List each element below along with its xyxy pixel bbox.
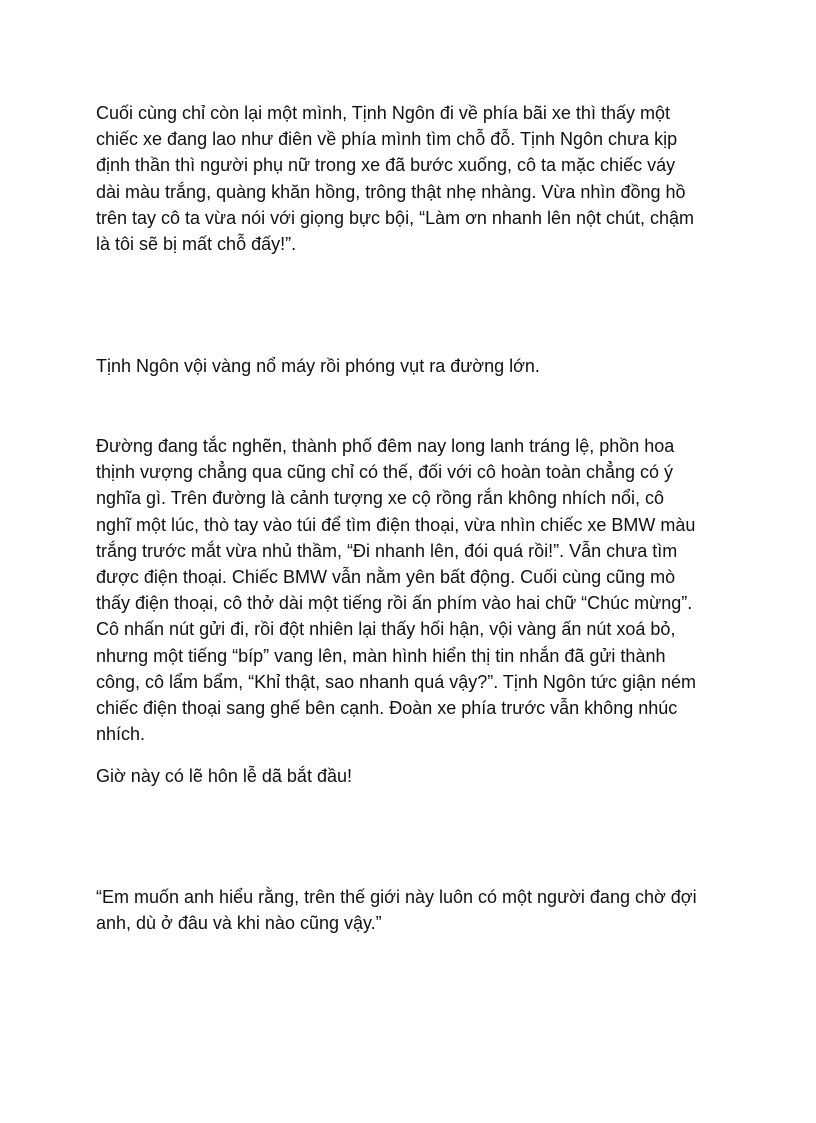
text-line: thịnh vượng chẳng qua cũng chỉ có thế, đối với cô hoàn toàn chẳng có ý xyxy=(96,462,674,483)
text-line: định thần thì người phụ nữ trong xe đã bước xuống, cô ta mặc chiếc váy xyxy=(96,155,676,176)
text-line: nhích. xyxy=(96,724,146,745)
text-line: Cô nhấn nút gửi đi, rồi đột nhiên lại thấy hối hận, vội vàng ấn nút xoá bỏ, xyxy=(96,619,676,640)
text-line: dài màu trắng, quàng khăn hồng, trông thật nhẹ nhàng. Vừa nhìn đồng hồ xyxy=(96,181,686,202)
paragraph-traffic-jam xyxy=(96,433,736,747)
text-line: là tôi sẽ bị mất chỗ đấy!”. xyxy=(96,233,297,254)
text-line: nghĩ một lúc, thò tay vào túi để tìm điện thoại, vừa nhìn chiếc xe BMW màu xyxy=(96,514,696,535)
paragraph-parking-lot xyxy=(96,100,736,257)
paragraph-drive-away xyxy=(96,353,736,379)
text-line: Giờ này có lẽ hôn lễ dã bắt đầu! xyxy=(96,766,352,786)
text-line: Cuối cùng chỉ còn lại một mình, Tịnh Ngôn đi về phía bãi xe thì thấy một xyxy=(96,103,670,123)
text-line: Tịnh Ngôn vội vàng nổ máy rồi phóng vụt ra đường lớn. xyxy=(96,356,540,376)
text-line: thấy điện thoại, cô thở dài một tiếng rồi ấn phím vào hai chữ “Chúc mừng”. xyxy=(96,593,693,614)
paragraph-wedding-started xyxy=(96,763,736,789)
text-line: nghĩa gì. Trên đường là cảnh tượng xe cộ rồng rắn không nhích nổi, cô xyxy=(96,488,665,509)
text-line: chiếc điện thoại sang ghế bên cạnh. Đoàn xe phía trước vẫn không nhúc xyxy=(96,697,678,718)
text-line: anh, dù ở đâu và khi nào cũng vậy.” xyxy=(96,913,382,934)
text-line: “Em muốn anh hiểu rằng, trên thế giới này luôn có một người đang chờ đợi xyxy=(96,887,697,907)
text-line: chiếc xe đang lao như điên về phía mình tìm chỗ đỗ. Tịnh Ngôn chưa kịp xyxy=(96,129,678,150)
text-line: trên tay cô ta vừa nói với giọng bực bội, “Làm ơn nhanh lên nột chút, chậm xyxy=(96,207,695,228)
text-line: được điện thoại. Chiếc BMW vẫn nằm yên bất động. Cuối cùng cũng mò xyxy=(96,566,676,587)
text-line: nhưng một tiếng “bíp” vang lên, màn hình hiển thị tin nhắn đã gửi thành xyxy=(96,645,666,666)
text-line: Đường đang tắc nghẽn, thành phố đêm nay long lanh tráng lệ, phồn hoa xyxy=(96,436,675,456)
text-line: trắng trước mắt vừa nhủ thầm, “Đi nhanh lên, đói quá rồi!”. Vẫn chưa tìm xyxy=(96,540,678,561)
paragraph-quote xyxy=(96,884,736,936)
text-line: công, cô lẩm bẩm, “Khỉ thật, sao nhanh quá vậy?”. Tịnh Ngôn tức giận ném xyxy=(96,671,697,692)
